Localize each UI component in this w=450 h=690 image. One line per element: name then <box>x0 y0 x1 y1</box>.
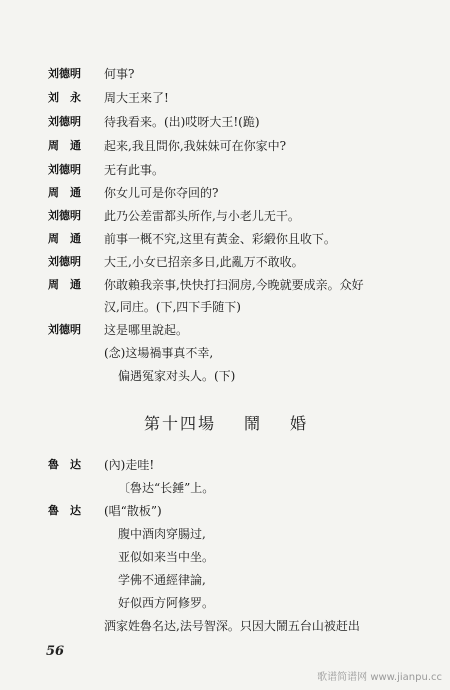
dialogue-text: 前事一概不究,这里有黃金、彩緞你且收下。 <box>104 232 336 246</box>
dialogue-text: 偏遇冤家对头人。(下) <box>118 369 236 383</box>
dialogue-text: 汉,同庄。(下,四下手随下) <box>104 300 241 314</box>
dialogue-text: 大王,小女已招亲多日,此亂万不敢收。 <box>104 255 304 269</box>
dialogue-line <box>0 88 450 108</box>
dialogue-line <box>0 297 450 317</box>
speaker-name: 刘德明 <box>48 115 81 128</box>
speaker-name: 刘德明 <box>48 163 81 176</box>
dialogue-text: 此乃公差雷都头所作,与小老儿无干。 <box>104 209 300 223</box>
dialogue-line <box>0 64 450 84</box>
dialogue-text: 起来,我且問你,我妹妹可在你家中? <box>104 139 287 153</box>
dialogue-line <box>0 160 450 180</box>
dialogue-text: 何事? <box>104 67 135 81</box>
speaker-name: 魯 达 <box>48 504 81 517</box>
dialogue-text: (內)走哇! <box>104 458 155 472</box>
speaker-name: 周 通 <box>48 278 81 291</box>
verse-line <box>0 593 450 613</box>
speaker-name: 周 通 <box>48 186 81 199</box>
verse-line <box>0 570 450 590</box>
speaker-name: 刘德明 <box>48 323 81 336</box>
scene-title <box>144 412 308 436</box>
scene-number: 第十四場 <box>144 414 217 433</box>
dialogue-line <box>0 206 450 226</box>
dialogue-line <box>0 616 450 636</box>
verse-line <box>0 547 450 567</box>
speaker-name: 刘德明 <box>48 255 81 268</box>
dialogue-line <box>0 455 450 475</box>
dialogue-text: (念)这場禍事真不幸, <box>104 346 214 360</box>
verse-text: 学佛不通經律論, <box>118 573 206 587</box>
verse-text: 亚似如来当中坐。 <box>118 550 215 564</box>
verse-text: 腹中酒肉穿腸过, <box>118 527 206 541</box>
speaker-name: 刘 永 <box>48 91 81 104</box>
dialogue-text: (唱“散板”) <box>104 504 162 518</box>
dialogue-line <box>0 183 450 203</box>
dialogue-line <box>0 501 450 521</box>
watermark: 歌谱简谱网 www.jianpu.cc <box>317 672 442 683</box>
speaker-name: 魯 达 <box>48 458 81 471</box>
dialogue-line <box>0 343 450 363</box>
dialogue-line <box>0 112 450 132</box>
dialogue-line <box>0 136 450 156</box>
scene-title-char: 鬧 <box>244 414 263 433</box>
dialogue-text: 你女儿可是你夺回的? <box>104 186 219 200</box>
dialogue-text: 待我看来。(出)哎呀大王!(跪) <box>104 115 260 129</box>
dialogue-text: 洒家姓魯名达,法号智深。只因大鬧五台山被赶出 <box>104 619 360 633</box>
stage-direction-line <box>0 478 450 498</box>
speaker-name: 周 通 <box>48 139 81 152</box>
dialogue-line <box>0 229 450 249</box>
verse-text: 好似西方阿修罗。 <box>118 596 215 610</box>
speaker-name: 周 通 <box>48 232 81 245</box>
dialogue-line <box>0 320 450 340</box>
scene-title-char: 婚 <box>290 414 309 433</box>
dialogue-line <box>0 252 450 272</box>
dialogue-line <box>0 366 450 386</box>
verse-line <box>0 524 450 544</box>
dialogue-text: 你敢賴我亲事,快快打扫洞房,今晚就要成亲。众好 <box>104 278 364 292</box>
stage-direction: 〔魯达“长錘”上。 <box>118 481 215 495</box>
dialogue-text: 周大王来了! <box>104 91 169 105</box>
dialogue-text: 无有此事。 <box>104 163 165 177</box>
dialogue-text: 这是哪里說起。 <box>104 323 189 337</box>
page-number: 56 <box>46 644 65 659</box>
speaker-name: 刘德明 <box>48 67 81 80</box>
speaker-name: 刘德明 <box>48 209 81 222</box>
dialogue-line <box>0 275 450 295</box>
